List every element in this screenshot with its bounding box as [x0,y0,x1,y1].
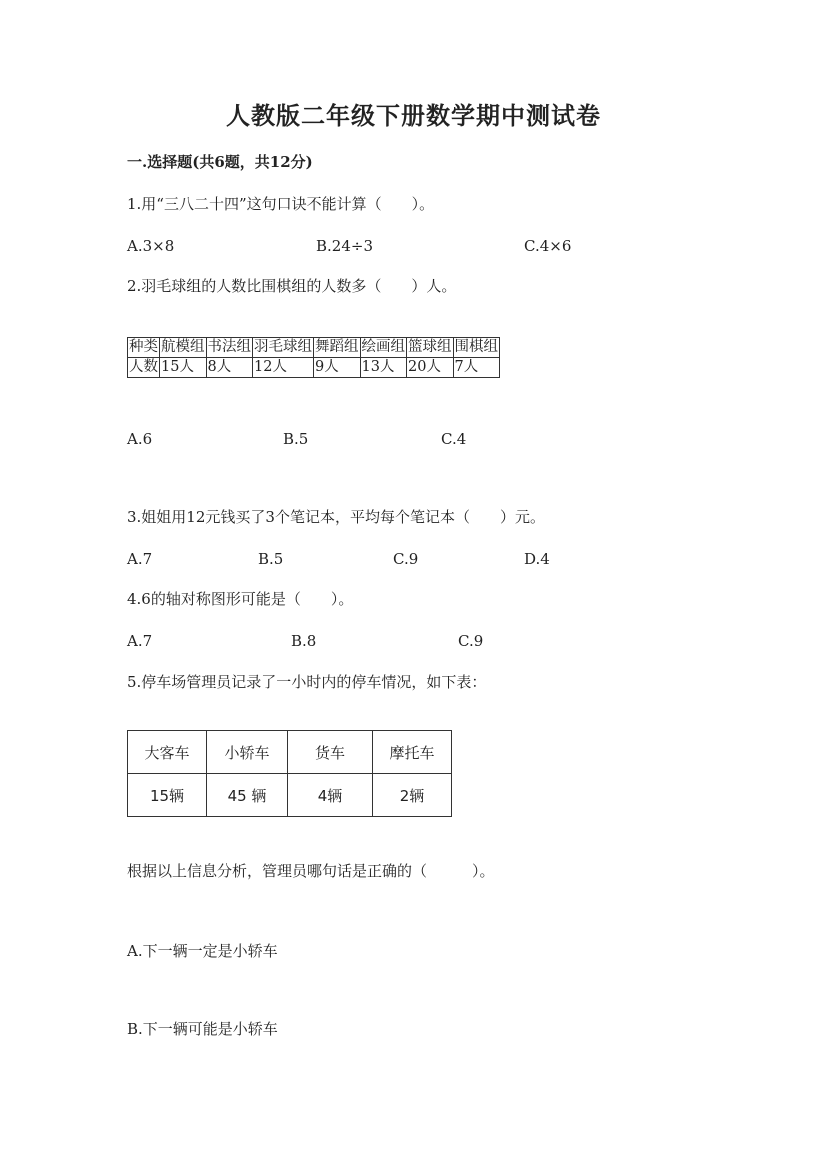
question-4: 4.6的轴对称图形可能是（ ）。 [127,590,354,608]
table-row [128,774,452,817]
table-cell: 航模组 [160,338,207,358]
table-cell: 2辆 [373,774,452,817]
q4-option-c[interactable]: C.9 [458,632,484,650]
q2-option-a[interactable]: A.6 [127,430,153,448]
table-cell: 15人 [160,358,207,378]
q5-option-b[interactable]: B.下一辆可能是小轿车 [127,1020,278,1038]
table-cell: 12人 [253,358,314,378]
q2-option-b[interactable]: B.5 [283,430,309,448]
table-cell: 4辆 [288,774,373,817]
q4-option-a[interactable]: A.7 [127,632,153,650]
question-5: 5.停车场管理员记录了一小时内的停车情况，如下表： [127,673,487,691]
table-cell: 13人 [360,358,407,378]
table-cell: 45 辆 [207,774,288,817]
table-row [128,358,500,378]
group-size-table [127,337,500,378]
section-heading: 一.选择题(共6题，共12分) [127,153,313,171]
table-cell: 羽毛球组 [253,338,314,358]
table-header-row [128,338,500,358]
table-cell: 绘画组 [360,338,407,358]
table-cell: 大客车 [128,731,207,774]
q1-option-a[interactable]: A.3×8 [127,237,175,255]
table-cell: 8人 [206,358,253,378]
table-cell: 9人 [314,358,361,378]
question-3: 3.姐姐用12元钱买了3个笔记本，平均每个笔记本（ ）元。 [127,508,545,526]
table-cell: 书法组 [206,338,253,358]
page-title: 人教版二年级下册数学期中测试卷 [226,101,601,130]
q5-option-a[interactable]: A.下一辆一定是小轿车 [127,942,278,960]
q3-option-c[interactable]: C.9 [393,550,419,568]
q3-option-b[interactable]: B.5 [258,550,284,568]
table-cell: 小轿车 [207,731,288,774]
table-cell: 舞蹈组 [314,338,361,358]
parking-table [127,730,452,817]
question-5-followup: 根据以上信息分析，管理员哪句话是正确的（ ）。 [127,862,495,880]
table-cell: 围棋组 [453,338,500,358]
question-1: 1.用“三八二十四”这句口诀不能计算（ ）。 [127,195,435,213]
table-cell: 货车 [288,731,373,774]
table-header-row [128,731,452,774]
question-2: 2.羽毛球组的人数比围棋组的人数多（ ）人。 [127,277,457,295]
q1-option-b[interactable]: B.24÷3 [316,237,373,255]
q2-option-c[interactable]: C.4 [441,430,467,448]
table-cell: 15辆 [128,774,207,817]
table-cell: 篮球组 [407,338,454,358]
q1-option-c[interactable]: C.4×6 [524,237,572,255]
table-cell: 20人 [407,358,454,378]
table-cell: 摩托车 [373,731,452,774]
q4-option-b[interactable]: B.8 [291,632,317,650]
q3-option-a[interactable]: A.7 [127,550,153,568]
table-cell: 7人 [453,358,500,378]
table-cell: 种类 [128,338,160,358]
table-cell: 人数 [128,358,160,378]
q3-option-d[interactable]: D.4 [524,550,550,568]
